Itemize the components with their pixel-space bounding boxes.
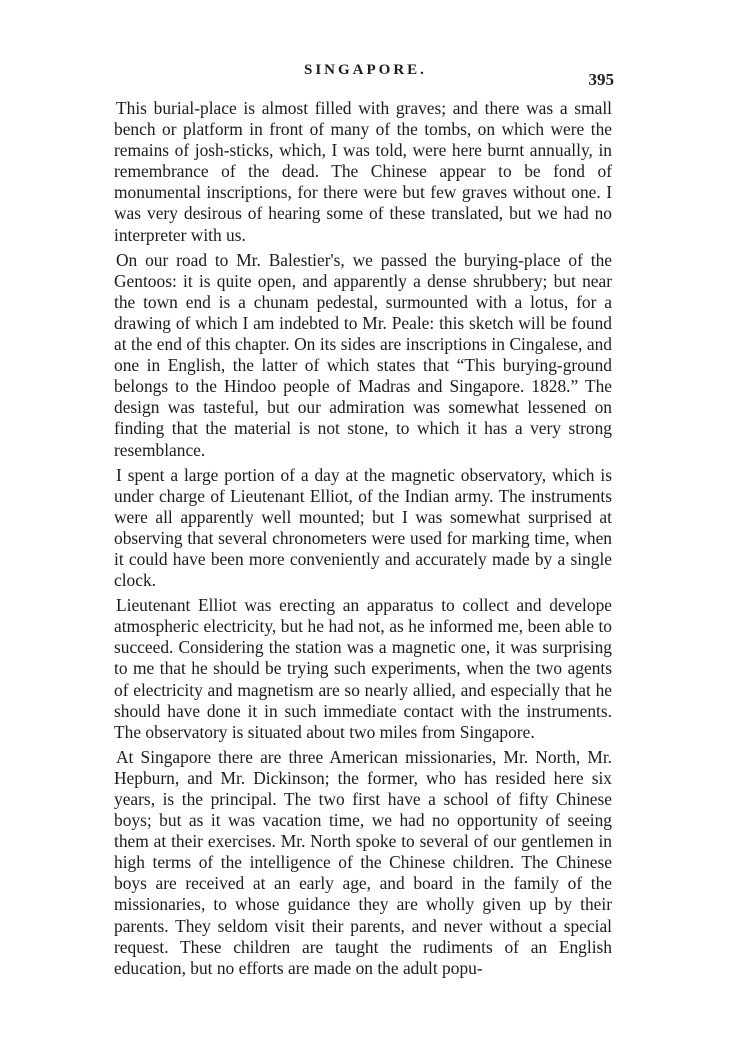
page-number: 395 [588,70,614,89]
running-title: SINGAPORE. [304,62,427,78]
paragraph-burial-place: This burial-place is almost filled with graves; and there was a small bench or platform in front of many of the tombs, on which were the remains of josh-sticks, which, I was told, were here burnt annually, in remembrance of the dead. The Chinese appear to be fond of monumental inscriptions, for there were but few graves without one. I was very desirous of hearing some of these translated, but we had no interpreter with us. [114,98,612,245]
paragraph-magnetic-observatory: I spent a large portion of a day at the magnetic observatory, which is under charge of Lieutenant Elliot, of the Indian army. The instruments were all apparently well mounted; but I was somewhat surprised at observing that several chronometers were used for marking time, when it could have been more conveniently and accurately made by a single clock. [114,464,612,591]
paragraph-gentoos-burying-place: On our road to Mr. Balestier's, we passed the burying-place of the Gentoos: it is quite open, and apparently a dense shrubbery; but near the town end is a chunam pedestal, surmounted with a lotus, for a drawing of which I am indebted to Mr. Peale: this sketch will be found at the end of this chapter. On its sides are inscriptions in Cingalese, and one in English, the latter of which states that “This burying-ground belongs to the Hindoo people of Madras and Singapore. 1828.” The design was tasteful, but our admiration was somewhat lessened on finding that the material is not stone, to which it has a very strong resemblance. [114,249,612,460]
book-page [114,58,612,983]
running-head [114,58,612,88]
paragraph-american-missionaries: At Singapore there are three American missionaries, Mr. North, Mr. Hepburn, and Mr. Dickinson; the former, who has resided here six years, is the principal. The two first have a school of fifty Chinese boys; but as it was vacation time, we had no opportunity of seeing them at their exercises. Mr. North spoke to several of our gentlemen in high terms of the intelligence of the Chinese children. The Chinese boys are received at an early age, and board in the family of the missionaries, to whose guidance they are wholly given up by their parents. They seldom visit their parents, and never without a special request. These children are taught the rudiments of an English education, but no efforts are made on the adult popu- [114,746,612,978]
paragraph-lieutenant-elliot: Lieutenant Elliot was erecting an apparatus to collect and develope atmospheric electricity, but he had not, as he informed me, been able to succeed. Considering the station was a magnetic one, it was surprising to me that he should be trying such experiments, when the two agents of electricity and magnetism are so nearly allied, and especially that he should have done it in such immediate contact with the instruments. The observatory is situated about two miles from Singapore. [114,595,612,742]
body-text [114,98,612,979]
